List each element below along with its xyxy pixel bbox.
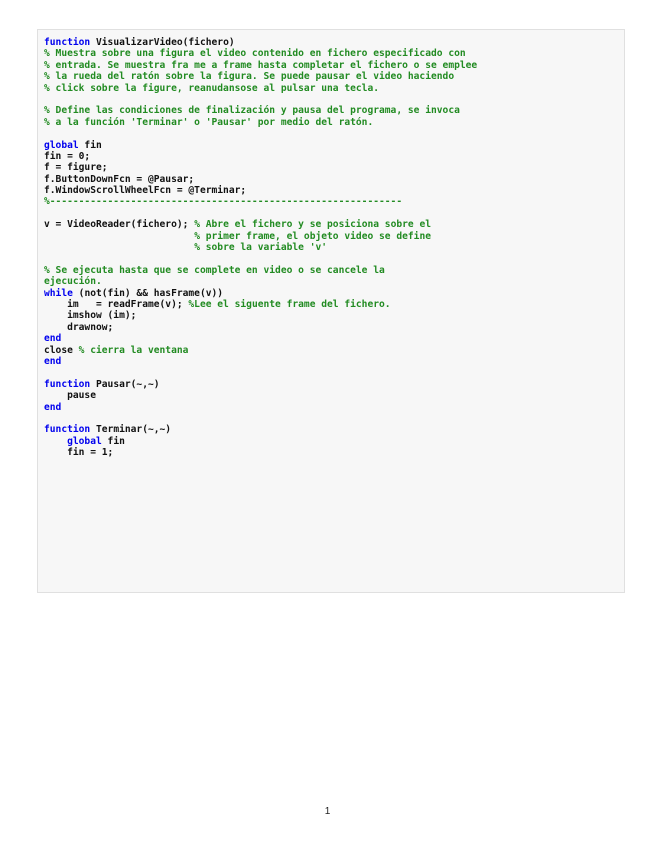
code-comment: %Lee el siguente frame del fichero.: [188, 298, 391, 310]
code-keyword: function: [44, 37, 91, 48]
code-text: fin = 1;: [44, 447, 114, 459]
code-line: [44, 219, 477, 230]
code-comment: % sobre la variable 'v': [194, 242, 328, 254]
code-listing: [37, 29, 625, 593]
code-line: [44, 94, 477, 105]
page-number: 1: [324, 806, 331, 817]
code-line: [44, 413, 477, 424]
code-text: im = readFrame(v);: [44, 298, 189, 310]
code-line: [44, 276, 477, 287]
code-line: [44, 333, 477, 344]
code-line: [44, 447, 477, 458]
code-text: (not(fin) && hasFrame(v)): [72, 287, 224, 299]
code-line: [44, 402, 477, 413]
code-line: [44, 37, 477, 48]
code-line: [44, 151, 477, 162]
code-comment: % click sobre la figure, reanudansose al pulsar una tecla.: [44, 82, 380, 94]
code-text: f = figure;: [44, 162, 108, 174]
code-comment: ejecución.: [44, 276, 102, 288]
code-comment: % entrada. Se muestra fra me a frame hasta completar el fichero o se emplee: [44, 59, 478, 71]
code-comment: %-------------------------------------------------------------: [44, 196, 403, 208]
code-line: [44, 424, 477, 435]
code-line: [44, 174, 477, 185]
code-text: close: [44, 344, 79, 356]
code-text: fin = 0;: [44, 150, 91, 162]
code-text: pause: [44, 390, 96, 402]
code-line: [44, 436, 477, 447]
code-line: [44, 117, 477, 128]
code-line: [44, 162, 477, 173]
code-line: [44, 288, 477, 299]
code-line: [44, 242, 477, 253]
code-comment: % Se ejecuta hasta que se complete en video o se cancele la: [44, 264, 385, 276]
code-comment: % Define las condiciones de finalización y pausa del programa, se invoca: [44, 105, 460, 117]
code-comment: % a la función 'Terminar' o 'Pausar' por medio del ratón.: [44, 116, 374, 128]
code-line: [44, 379, 477, 390]
code-keyword: global: [67, 435, 102, 447]
code-text: VisualizarVideo(fichero): [90, 37, 235, 48]
code-text: fin: [78, 139, 102, 151]
code-keyword: end: [44, 401, 62, 413]
code-line: [44, 231, 477, 242]
code-line: [44, 140, 477, 151]
code-text: fin: [101, 435, 125, 447]
code-text: f.ButtonDownFcn = @Pausar;: [44, 173, 195, 185]
code-text: drawnow;: [44, 321, 114, 333]
code-line: [44, 345, 477, 356]
code-line: [44, 128, 477, 139]
code-text: Pausar(~,~): [90, 378, 160, 390]
code-comment: % cierra la ventana: [78, 344, 189, 356]
code-line: [44, 367, 477, 378]
code-text: [44, 436, 67, 447]
code-text: imshow (im);: [44, 310, 137, 322]
code-keyword: end: [44, 355, 62, 367]
code-comment: % la rueda del ratón sobre la figura. Se puede pausar el video haciendo: [44, 71, 455, 83]
code-line: [44, 390, 477, 401]
code-line: [44, 310, 477, 321]
code-comment: % Abre el fichero y se posiciona sobre el: [194, 219, 432, 231]
code-text: [44, 242, 194, 253]
code-line: [44, 322, 477, 333]
code-text: [44, 231, 194, 242]
code-line: [44, 185, 477, 196]
code-keyword: function: [44, 424, 91, 436]
code-keyword: function: [44, 378, 91, 390]
code-line: [44, 60, 477, 71]
code-line: [44, 356, 477, 367]
code-line: [44, 105, 477, 116]
code-keyword: end: [44, 333, 62, 345]
code-line: [44, 299, 477, 310]
code-text: Terminar(~,~): [90, 424, 172, 436]
code-text: f.WindowScrollWheelFcn = @Terminar;: [44, 185, 247, 197]
code-line: [44, 253, 477, 264]
code-block: [44, 37, 477, 458]
code-comment: % primer frame, el objeto video se define: [194, 230, 432, 242]
code-comment: % Muestra sobre una figura el video contenido en fichero especificado con: [44, 48, 466, 60]
code-line: [44, 265, 477, 276]
code-line: [44, 83, 477, 94]
code-line: [44, 196, 477, 207]
code-line: [44, 48, 477, 59]
code-keyword: while: [44, 287, 73, 299]
code-keyword: global: [44, 139, 79, 151]
code-line: [44, 71, 477, 82]
code-text: v = VideoReader(fichero);: [44, 219, 195, 231]
code-line: [44, 208, 477, 219]
